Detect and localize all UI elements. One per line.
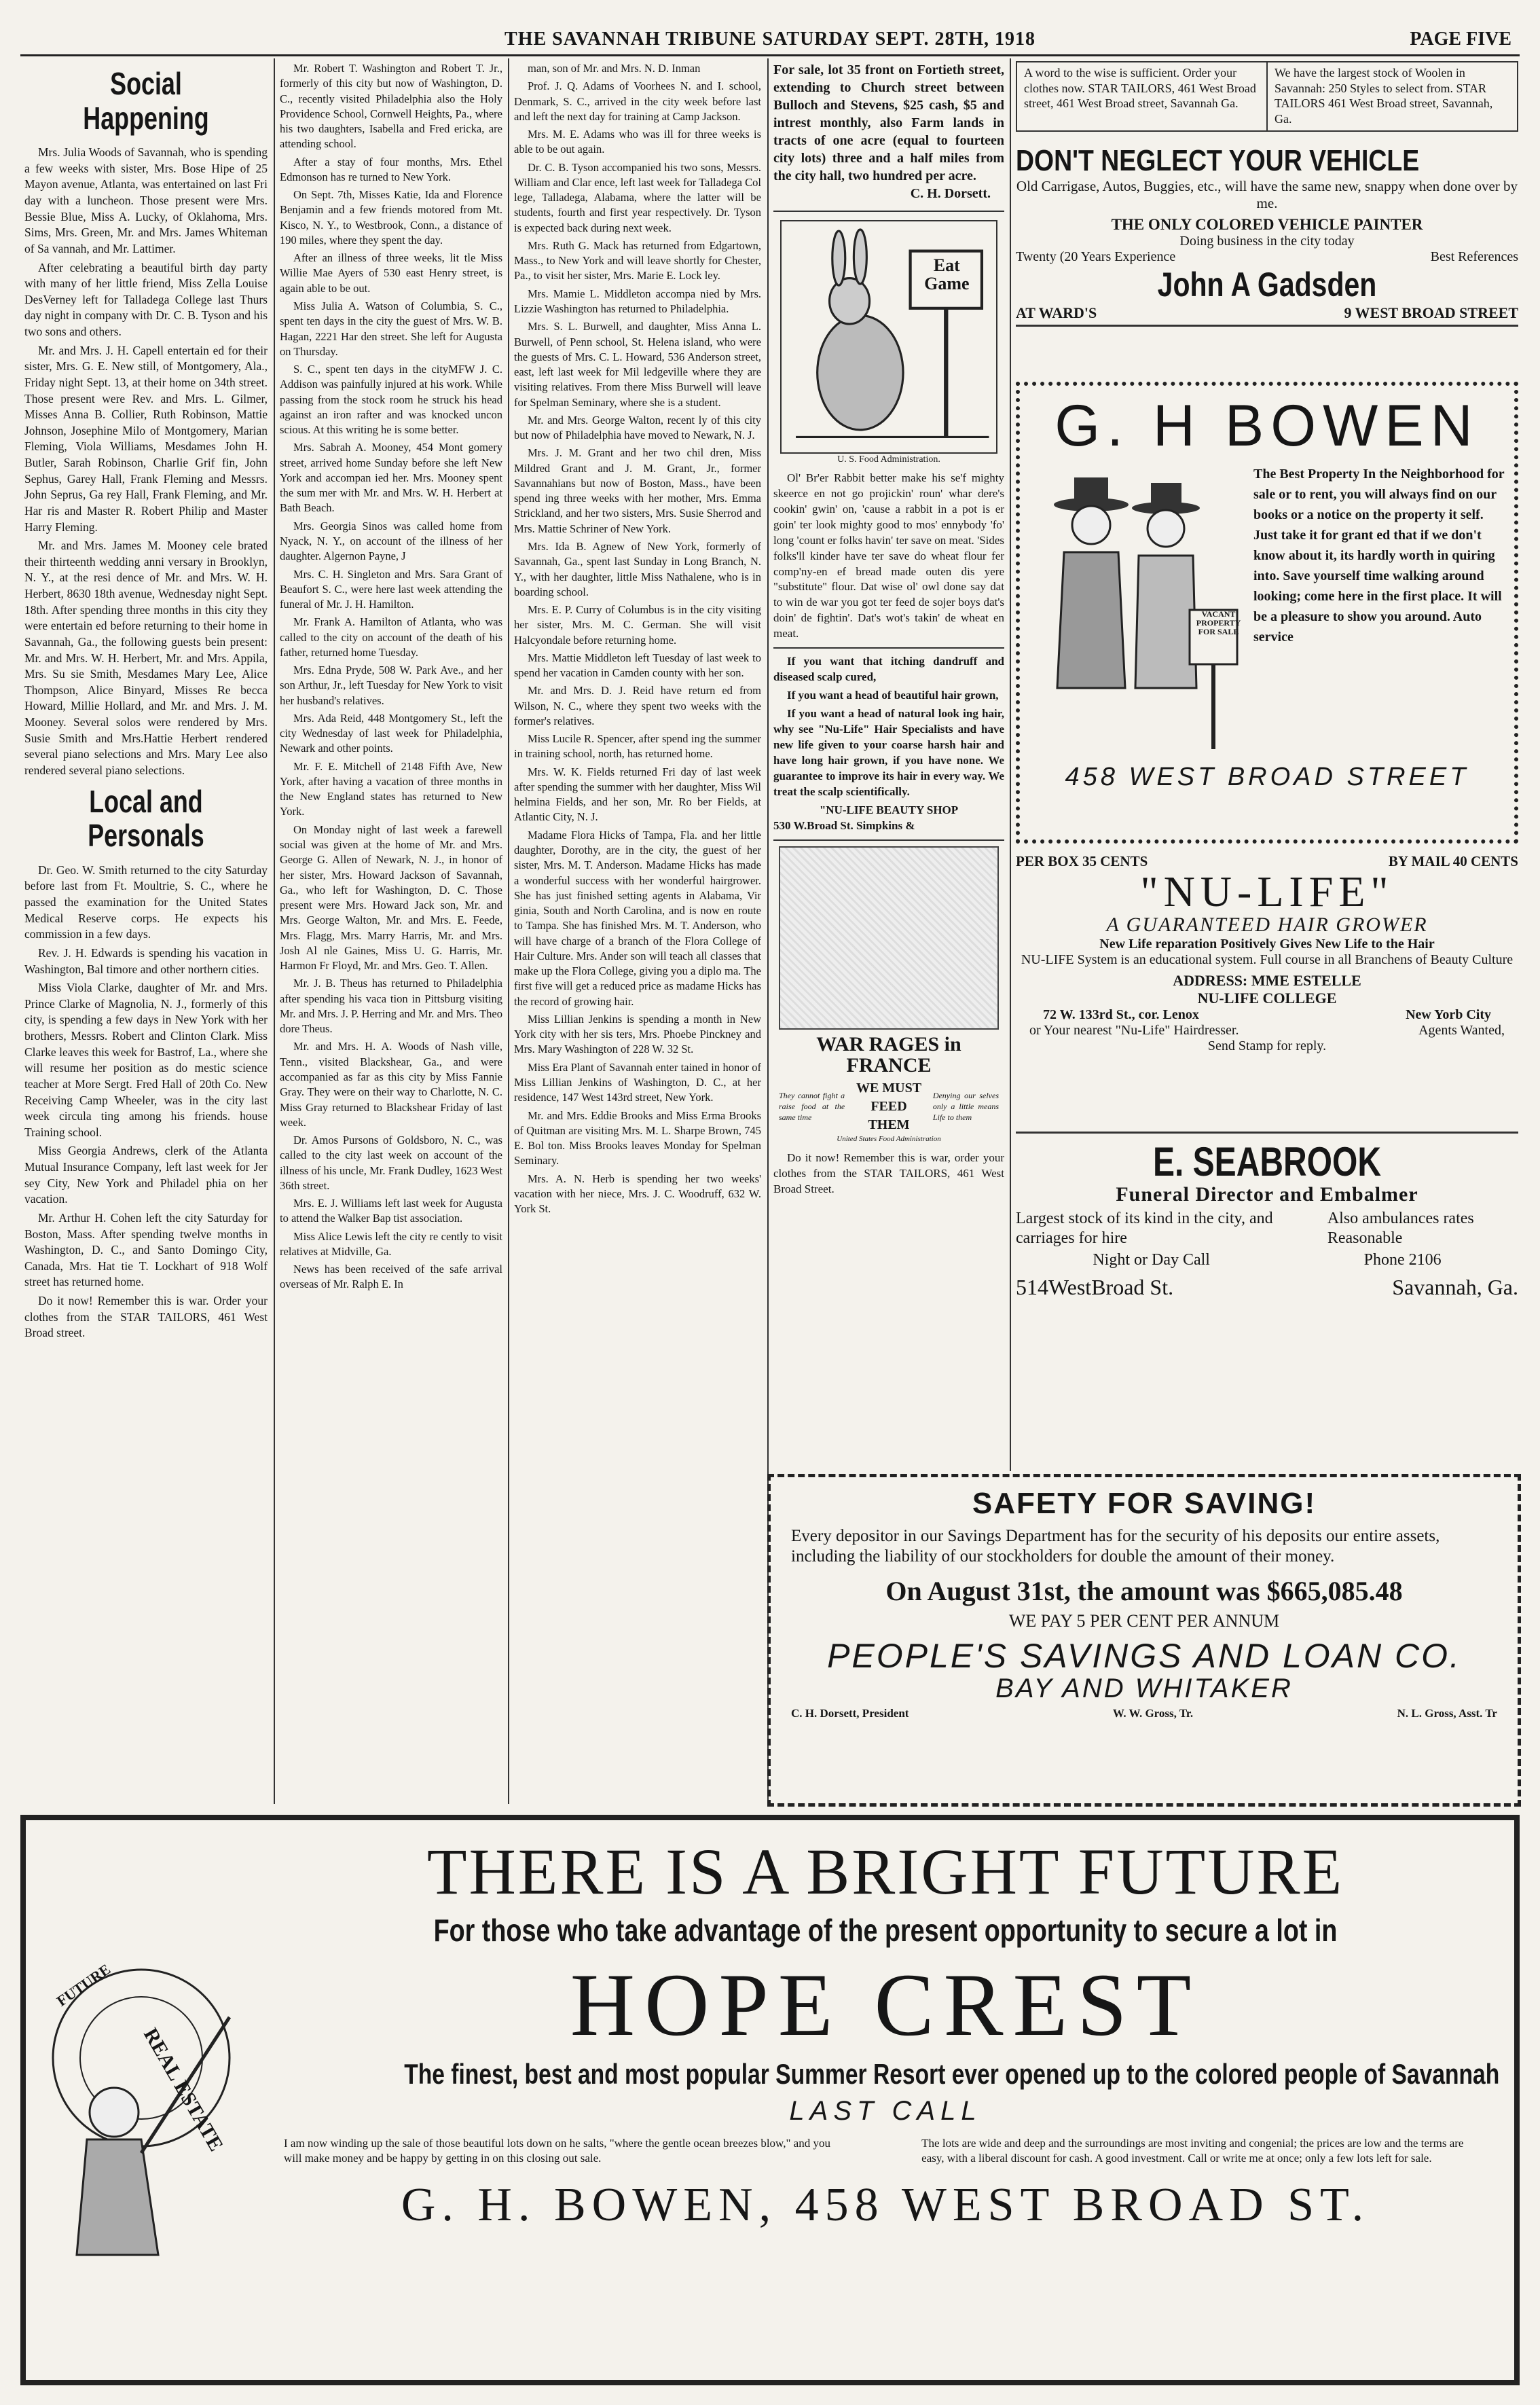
- savings-amount: On August 31st, the amount was $665,085.48: [885, 1576, 1403, 1606]
- news-item: Mrs. Sabrah A. Mooney, 454 Mont gomery street, arrived home Sunday before she left New York and accompan ied her. Mrs. Mooney spent the sum mer with Mr. and Mrs. W. H. Herbert at Bath Beach.: [280, 441, 502, 515]
- seabrook-phone: Phone 2106: [1363, 1250, 1442, 1269]
- news-item: S. C., spent ten days in the cityMFW J. C. Addison was painfully injured at his work. While passing from the stock room he struck his head against an iron rafter and was knocked uncon scious. At this writing he is some better.: [280, 363, 502, 437]
- seabrook-stock: Largest stock of its kind in the city, and carriages for hire: [1016, 1210, 1273, 1247]
- news-item: Mrs. Ida B. Agnew of New York, formerly of Savannah, Ga., spent last Sunday in Long Branch, N. Y., with her daughter, little Miss Nathalene, who is in boarding school.: [514, 539, 761, 598]
- news-item: Mr. and Mrs. James M. Mooney cele brated their thirteenth wedding anni versary in Brooklyn, N. Y., at the resi dence of Mr. and Mrs. W. H. Herbert, 8630 18th avenue, Wednesday night Sept. 18th. After spending three months in this city they were entertain ed before returning to their home in Savannah, Ga., the following guests bein present: Mr. and Mrs. W. H. Herbert, Mr. and Mrs. Appila, Mrs. Su sie Smith, Mesdames Mary Lee, Alice Thompson, Alice Binyard, Misses Re becca Howard, Millie Hollard, and Mr. and Mrs. J. M. Mooney. Several solos were rendered by Mrs. Susie Smith and Mrs.Hattie Herbert rendered several piano selections and Mrs. Mary Lee also rendered several piano selections.: [24, 539, 268, 777]
- vehicle-references: Best References: [1430, 249, 1518, 264]
- logo-future-text: FUTURE: [53, 1960, 114, 2010]
- star-tailors-note: Do it now! Remember this is war, order your clothes from the STAR TAILORS, 461 West Broad Street.: [773, 1151, 1004, 1196]
- nulife-street: 72 W. 133rd St., cor. Lenox: [1043, 1007, 1199, 1022]
- news-item: Mrs. Julia Woods of Savannah, who is spending a few weeks with sister, Mrs. Bose Hipe of 25 Mayon avenue, Atlanta, was entertained on last Fri day with a luncheon. Those present were Mrs. Bessie Blue, Miss A. Lucky, of Oklahoma, Mrs. Sims, Mrs. Green, Mr. and Mrs. James Whiteman of Sa vannah, and Mr. Lattimer.: [24, 145, 268, 255]
- real-estate-logo: [39, 1936, 263, 2275]
- news-item: Mrs. Mattie Middleton left Tuesday of last week to spend her vacation in Camden county with her son.: [514, 651, 761, 680]
- bank-address: BAY AND WHITAKER: [995, 1673, 1293, 1703]
- news-item: Dr. C. B. Tyson accompanied his two sons, Messrs. William and Clar ence, left last week for Talladega Col lege, Talladega, Alabama, where the latter will be students, fourth and first year respectively. Dr. Tyson is expected back during next week.: [514, 160, 761, 234]
- column-2: [280, 61, 502, 1800]
- news-item: Miss Alice Lewis left the city re cently to visit relatives at Midville, Ga.: [280, 1229, 502, 1258]
- hope-description: The finest, best and most popular Summer Resort ever opened up to the colored people of Savannah: [404, 2058, 1500, 2091]
- hair-ad-line: If you want a head of natural look ing hair, why see "Nu-Life" Hair Specialists and have new life given to your coarse harsh hair and have long hair grown, if you have none. We guarantee to improve its hair in every way. We treat the scalp scientifically.: [773, 707, 1004, 798]
- savings-ad: [767, 1474, 1521, 1807]
- seabrook-address: 514WestBroad St.: [1016, 1274, 1174, 1299]
- savings-title: SAFETY FOR SAVING!: [972, 1487, 1317, 1520]
- news-item: Dr. Amos Pursons of Goldsboro, N. C., was called to the city last week on account of the illness of his uncle, Mr. Frank Dudley, 1623 West 36th street.: [280, 1134, 502, 1192]
- nulife-hairdresser: or Your nearest "Nu-Life" Hairdresser.: [1029, 1023, 1239, 1038]
- hope-subheadline: For those who take advantage of the present opportunity to secure a lot in: [433, 1913, 1338, 1948]
- nulife-address-2: NU-LIFE COLLEGE: [1197, 990, 1337, 1007]
- hope-right-text: The lots are wide and deep and the surroundings are most inviting and congenial; the prices are low and the terms are easy, with a liberal discount for cash. A good investment. Call or write me at once; only a few lots left for sale.: [921, 2137, 1464, 2165]
- nulife-ad: [1016, 853, 1518, 1125]
- news-item: Mrs. J. M. Grant and her two chil dren, Miss Mildred Grant and J. M. Grant, Jr., former Savannahians but now of Boston, Mass., have been spend ing three weeks with her mother, Mrs. Emma Strickland, and her two sisters, Mrs. Susie Sherrod and Mrs. Mattie Schriner of New York.: [514, 446, 761, 535]
- local-heading: Local and Personals: [88, 783, 204, 854]
- news-item: Mrs. Ruth G. Mack has returned from Edgartown, Mass., to New York and will leave shortly for Chester, Pa., to visit her sister, Mrs. Marie E. Lock ley.: [514, 238, 761, 283]
- bank-president: C. H. Dorsett, President: [791, 1706, 909, 1720]
- savings-body: Every depositor in our Savings Department has for the security of his deposits our entire assets, including the liability of our stockholders for double the amount of their money.: [791, 1527, 1440, 1566]
- seabrook-city: Savannah, Ga.: [1392, 1274, 1518, 1299]
- news-item: Mrs. Mamie L. Middleton accompa nied by Mrs. Lizzie Washington has returned to Philadelphia.: [514, 287, 761, 315]
- news-item: Mr. Arthur H. Cohen left the city Saturday for Boston, Mass. After spending twelve months in Washington, D. C., and Santo Domingo City, Canada, Mrs. Hat tie T. Lockhart of 918 Wolf street has returned home.: [24, 1210, 268, 1289]
- war-poster: [779, 846, 999, 1144]
- hope-headline: THERE IS A BRIGHT FUTURE: [426, 1835, 1344, 1908]
- news-item: Miss Lucile R. Spencer, after spend ing the summer in training school, north, has returned home.: [514, 732, 761, 761]
- news-item: Miss Lillian Jenkins is spending a month in New York city with her sis ters, Mrs. Phoebe Pinckney and Mrs. Mary Washington of 228 W. 32 St.: [514, 1012, 761, 1056]
- news-item: Miss Julia A. Watson of Columbia, S. C., spent ten days in the city the guest of Mrs. W. B. Hagan, 2221 Har den street. She left for Augusta on Thursday.: [280, 299, 502, 358]
- divider: [773, 647, 1004, 649]
- news-item: Mrs. E. P. Curry of Columbus is in the city visiting her sister, Mrs. M. C. German. She will visit Halcyondale before returning home.: [514, 603, 761, 647]
- seabrook-name: E. SEABROOK: [1152, 1139, 1382, 1185]
- news-item: Mrs. Georgia Sinos was called home from Nyack, N. Y., on account of the illness of her daughter. Algernon Payne, J: [280, 519, 502, 563]
- news-item: Mrs. M. E. Adams who was ill for three weeks is able to be out again.: [514, 128, 761, 156]
- column-5: [1016, 61, 1518, 1474]
- bowen-name: G. H BOWEN: [1055, 393, 1480, 458]
- hair-ad-line: If you want that itching dandruff and diseased scalp cured,: [773, 655, 1004, 684]
- column-4: [773, 61, 1004, 1474]
- news-item: Mrs. A. N. Herb is spending her two weeks' vacation with her niece, Mrs. J. C. Woodruff, 632 W. York St.: [514, 1172, 761, 1216]
- bowen-ad: [1016, 382, 1518, 844]
- seabrook-call: Night or Day Call: [1093, 1250, 1210, 1269]
- social-heading: Social Happening: [83, 66, 209, 136]
- rabbit-illustration: [780, 220, 997, 454]
- bank-assistant-treasurer: N. L. Gross, Asst. Tr: [1397, 1706, 1497, 1720]
- column-rule: [508, 58, 509, 1804]
- nulife-line-1: New Life reparation Positively Gives New Life to the Hair: [1099, 937, 1435, 952]
- page-number: PAGE FIVE: [1410, 29, 1511, 50]
- news-item: Rev. J. H. Edwards is spending his vacation in Washington, Bal timore and other northern cities.: [24, 945, 268, 976]
- news-item: After an illness of three weeks, lit tle Miss Willie Mae Ayers of 530 east Henry street, is again able to be out.: [280, 251, 502, 295]
- beauty-shop-address: 530 W.Broad St. Simpkins &: [773, 818, 915, 832]
- war-center-text: WE MUST FEED THEM: [856, 1080, 922, 1132]
- vacant-sign: VACANT PROPERTY FOR SALE: [1196, 609, 1241, 637]
- news-item: Miss Georgia Andrews, clerk of the Atlanta Mutual Insurance Company, left last week for Jer sey City, New York and Philadel phia on her vacation.: [24, 1144, 268, 1206]
- news-item: Mrs. Ada Reid, 448 Montgomery St., left the city Wednesday of last week for Philadelphia, Newark and other points.: [280, 711, 502, 755]
- seabrook-ad: [1016, 1132, 1518, 1324]
- nulife-per-box: PER BOX 35 CENTS: [1016, 853, 1148, 869]
- for-sale-ad: [773, 61, 1004, 202]
- news-item: Do it now! Remember this is war. Order your clothes from the STAR TAILORS, 461 West Broad street.: [24, 1294, 268, 1340]
- news-item: Miss Viola Clarke, daughter of Mr. and Mrs. Prince Clarke of Magnolia, N. J., formerly of this city, is spending a few days in New York with her brothers, Messrs. Robert and Clinton Clark. Miss Clarke leaves this week for Bastrof, La., where she will resume her position as do mestic science teacher at More Sergt. Fred Hall of 20th Co. New Receiving Camp Wheeler, was in the city last week circula ting among his friends. house Training school.: [24, 981, 268, 1139]
- nulife-by-mail: BY MAIL 40 CENTS: [1388, 853, 1518, 869]
- nulife-city: New Yorb City: [1406, 1007, 1491, 1022]
- news-item: After celebrating a beautiful birth day party with many of her little friend, Miss Zella Louise DesVerney left for Talladega College last Thurs day night in company with Dr. C. B. Tyson and his two sons and others.: [24, 260, 268, 339]
- nulife-title: "NU-LIFE": [1140, 867, 1394, 916]
- news-item: Mr. Frank A. Hamilton of Atlanta, who was called to the city on account of the death of his father, returned home Tuesday.: [280, 615, 502, 659]
- divider: [773, 839, 1004, 841]
- rabbit-text: Ol' Br'er Rabbit better make his se'f mighty skeerce en not go projickin' roun' whar dere's cookin' gwin' on, 'cause a rabbit in a pot is er goin' ter look mighty good to mos' ennybody 'fo' long 'count er folks havin' ter save on meat. 'Sides folks'll kinder have ter save do wheat flour fer comp'ny-en ef bread made outen dis yere "substitute" flour. Dat wise ol' owl done say dat to win de war you got ter feed de sojer boys dat's doin' de fightin'. Dat's wot's takin' de wheat en meat.: [773, 471, 1004, 640]
- nulife-address-1: ADDRESS: MME ESTELLE: [1173, 972, 1361, 989]
- masthead: [20, 24, 1520, 56]
- for-sale-signature: C. H. Dorsett.: [910, 186, 991, 201]
- news-item: Madame Flora Hicks of Tampa, Fla. and her little daughter, Dorothy, are in the city, the guest of her sister, Mrs. M. T. Anderson. Madame Hicks has made a wonderful success with her wonderful hairgrower. She has just finished setting agents in Alabama, Vir ginia, South and North Carolina, and is now en route to Tampa. She has finished Mrs. M. T. Anderson, who will have charge of a branch of the Flora College of Hair Culture. Mrs. Ander son will teach all classes that make up the Flora College, giving you a diplo ma. The first five will get a reduced price as madame Hicks has the record of growing hair.: [514, 828, 761, 1008]
- news-item: Mr. and Mrs. Eddie Brooks and Miss Erma Brooks of Quitman are visiting Mrs. M. L. Sharpe Brown, 745 E. Bol ton. Miss Brooks leaves Monday for Spelman Seminary.: [514, 1108, 761, 1168]
- hair-ad-line: If you want a head of beautiful hair grown,: [787, 689, 999, 702]
- seabrook-ambulance: Also ambulances rates Reasonable: [1327, 1210, 1474, 1247]
- column-1: [24, 61, 268, 1800]
- bowen-address: 458 WEST BROAD STREET: [1065, 763, 1469, 791]
- news-item: Mr. and Mrs. H. A. Woods of Nash ville, Tenn., visited Blackshear, Ga., and were accompanied as far as this city by Miss Fannie Gray. They were on their way to Charlotte, N. C. Miss Gray returned to Blackshear Friday of last week.: [280, 1040, 502, 1129]
- hope-crest-ad: [20, 1815, 1520, 2385]
- last-call: LAST CALL: [789, 2096, 982, 2127]
- hope-crest-name: HOPE CREST: [570, 1955, 1201, 2055]
- logo-real-estate-text: REAL ESTATE: [139, 2024, 228, 2155]
- food-admin-credit: U. S. Food Administration.: [837, 454, 940, 465]
- vehicle-experience: Twenty (20 Years Experience: [1016, 249, 1176, 264]
- news-item: Mrs. S. L. Burwell, and daughter, Miss Anna L. Burwell, of Penn school, St. Helena island, who were the guests of Mrs. C. L. Howard, 536 Anderson street, east, left last week for Mil ledgeville where they are visiting relatives. From there Miss Burwell will leave for Spelman Seminary, where she is a student.: [514, 320, 761, 409]
- column-rule: [274, 58, 275, 1804]
- war-credit: United States Food Administration: [837, 1134, 941, 1143]
- rabbit-sign-text: Eat Game: [924, 255, 970, 294]
- soldiers-illustration: [779, 846, 999, 1030]
- bank-treasurer: W. W. Gross, Tr.: [1112, 1706, 1194, 1720]
- news-item: On Monday night of last week a farewell social was given at the home of Mr. and Mrs. George G. Allen of Newark, N. J., in honor of her sister, Mrs. Howard Jackson of Savannah, Ga., who left for Washington, D. C. Those present were Mrs. Howard Jack son, Mr. and Mrs. George Walton, Mr. and Mrs. E. Feede, Mrs. Flagg, Mrs. Marry Harris, Mr. and Mrs. Josh Al nle Gaines, Miss U. G. Harris, Mr. Harmon Fr Floyd, Mr. and Mrs. Geo. T. Allen.: [280, 822, 502, 973]
- nulife-line-2: NU-LIFE System is an educational system. Full course in all Branchens of Beauty Culture: [1021, 952, 1514, 967]
- for-sale-text: For sale, lot 35 front on Fortieth street, extending to Church street between Bulloch and Stevens, $25 cash, $5 and intrest monthly, also Farm lands in tracts of one acre (equal to fourteen city lots) three and a half miles from the city hall, two hundred per acre.: [773, 62, 1004, 183]
- column-3: [514, 61, 761, 1800]
- vehicle-address: 9 WEST BROAD STREET: [1344, 304, 1518, 321]
- news-item: Mr. and Mrs. George Walton, recent ly of this city but now of Philadelphia have moved to Newark, N. J.: [514, 413, 761, 442]
- news-item: Mrs. Edna Pryde, 508 W. Park Ave., and her son Arthur, Jr., left Tuesday for New York to visit her husband's relatives.: [280, 664, 502, 707]
- hope-left-text: I am now winding up the sale of those beautiful lots down on he salts, "where the gentle ocean breezes blow," and you will make money and be happy by getting in on this closing out sale.: [284, 2137, 830, 2165]
- news-item: Miss Era Plant of Savannah enter tained in honor of Miss Lillian Jenkins of Washington, D. C., at her residence, 147 West 143rd street, New York.: [514, 1060, 761, 1104]
- savings-rate: WE PAY 5 PER CENT PER ANNUM: [1008, 1611, 1280, 1631]
- nulife-stamp: Send Stamp for reply.: [1207, 1038, 1327, 1053]
- news-item: Mrs. C. H. Singleton and Mrs. Sara Grant of Beaufort S. C., were here last week attending the funeral of Mr. J. H. Hamilton.: [280, 567, 502, 611]
- vehicle-subtext: Old Carrigase, Autos, Buggies, etc., will have the same new, snappy when done over by me.: [1016, 178, 1518, 211]
- vehicle-headline: DON'T NEGLECT YOUR VEHICLE: [1016, 144, 1420, 177]
- column-rule: [1010, 58, 1011, 1471]
- war-left-text: They cannot fight a raise food at the same time: [779, 1090, 845, 1123]
- star-tailors-left: A word to the wise is sufficient. Order your clothes now. STAR TAILORS, 461 West Broad street, 461 West Broad street, Savannah Ga.: [1017, 62, 1268, 130]
- news-item: Mr. and Mrs. D. J. Reid have return ed from Wilson, N. C., where they spent two weeks with the former's relatives.: [514, 684, 761, 727]
- news-item: Mrs. W. K. Fields returned Fri day of last week after spending the summer with her daughter, Miss Wil helmina Fields, and her son, Mr. Ro ber Fields, at Atlantic City, N. J.: [514, 765, 761, 824]
- news-item: man, son of Mr. and Mrs. N. D. Inman: [528, 62, 701, 75]
- news-item: Mr. F. E. Mitchell of 2148 Fifth Ave, New York, after having a vacation of three months in the New England states has returned to New York.: [280, 759, 502, 818]
- hair-ad: [773, 654, 1004, 833]
- bowen-text: The Best Property In the Neighborhood for sale or to rent, you will always find on our books or a notice on the property it self. Just take it for grant ed that if we don't know about it, its hardly worth in quiring into. Save yourself time walking around looking; come here in the first place. It will be a pleasure to show you around. Auto service: [1253, 467, 1505, 645]
- news-item: Mr. Robert T. Washington and Robert T. Jr., formerly of this city but now of Washington, D. C., recently visited Philadelphia also the Holy Providence School, Cornwell Heights, Pa., where his two daughters, Isabella and Fred ericka, are attending school.: [280, 62, 502, 151]
- news-item: Mrs. E. J. Williams left last week for Augusta to attend the Walker Bap tist association.: [280, 1197, 502, 1225]
- vehicle-painter-name: John A Gadsden: [1157, 266, 1377, 304]
- bank-name: PEOPLE'S SAVINGS AND LOAN CO.: [827, 1637, 1461, 1675]
- newspaper-title: THE SAVANNAH TRIBUNE SATURDAY SEPT. 28TH, 1918: [505, 29, 1035, 50]
- war-title: WAR RAGES in FRANCE: [816, 1032, 961, 1077]
- news-item: News has been received of the safe arrival overseas of Mr. Ralph E. In: [280, 1263, 502, 1291]
- vehicle-at: AT WARD'S: [1016, 304, 1097, 321]
- divider: [773, 211, 1004, 212]
- hope-crest-text: [284, 1834, 1500, 2232]
- war-right-text: Denying our selves only a little means Life to them: [932, 1090, 999, 1123]
- news-item: Prof. J. Q. Adams of Voorhees N. and I. school, Denmark, S. C., arrived in the city week before last and left the next day for training at Camp Jackson.: [514, 79, 761, 123]
- star-tailors-right: We have the largest stock of Woolen in Savannah: 250 Styles to select from. STAR TAILORS 461 West Broad street, Savannah, Ga.: [1275, 66, 1493, 126]
- men-illustration: [1029, 464, 1248, 756]
- vehicle-title: THE ONLY COLORED VEHICLE PAINTER: [1111, 216, 1423, 233]
- hope-footer: G. H. BOWEN, 458 WEST BROAD ST.: [401, 2179, 1370, 2232]
- nulife-agents: Agents Wanted,: [1418, 1023, 1505, 1038]
- vehicle-ad: [1016, 144, 1518, 375]
- news-item: Dr. Geo. W. Smith returned to the city Saturday before last from Ft. Moultrie, S. C., where he passed the examination for the United States Medical Reserve corps. He expects his commission in a few days.: [24, 863, 268, 941]
- news-item: After a stay of four months, Mrs. Ethel Edmonson has re turned to New York.: [280, 155, 502, 183]
- beauty-shop-name: "NU-LIFE BEAUTY SHOP: [819, 803, 959, 816]
- news-item: Mr. J. B. Theus has returned to Philadelphia after spending his vaca tion in Pittsburg visiting Mr. and Mrs. J. P. Herring and Mr. and Mrs. Theo dore Theus.: [280, 977, 502, 1036]
- nulife-subtitle: A GUARANTEED HAIR GROWER: [1106, 914, 1428, 936]
- seabrook-title: Funeral Director and Embalmer: [1116, 1183, 1418, 1206]
- star-tailors-ads: [1016, 61, 1518, 132]
- news-item: Mr. and Mrs. J. H. Capell entertain ed for their sister, Mrs. G. E. New still, of Montgomery, Ala., Friday night Sept. 13, at their home on 34th street. Those present were Rev. and Mrs. L. Gilmer, Misses Anna B. Collier, Ruth Robinson, Mattie Johnson, Josephine Milo of Montgomery, Marian Fleming, Viola Williams, Mesdames John H. Butler, Sarah Robinson, Charlie Grif fin, John Sephus, Garey Hall, Frank Fleming and Messrs. John Seprus, Ga rey Hall, Frank Fleming, and Mr. Har ris and Master R. Robert Philip and Master Harry Fleming.: [24, 343, 268, 534]
- news-item: On Sept. 7th, Misses Katie, Ida and Florence Benjamin and a few friends motored from Mt. Kisco, N. Y., to Westbrook, Conn., a distance of 190 miles, where they spent the day.: [280, 188, 502, 247]
- vehicle-doing: Doing business in the city today: [1179, 234, 1355, 249]
